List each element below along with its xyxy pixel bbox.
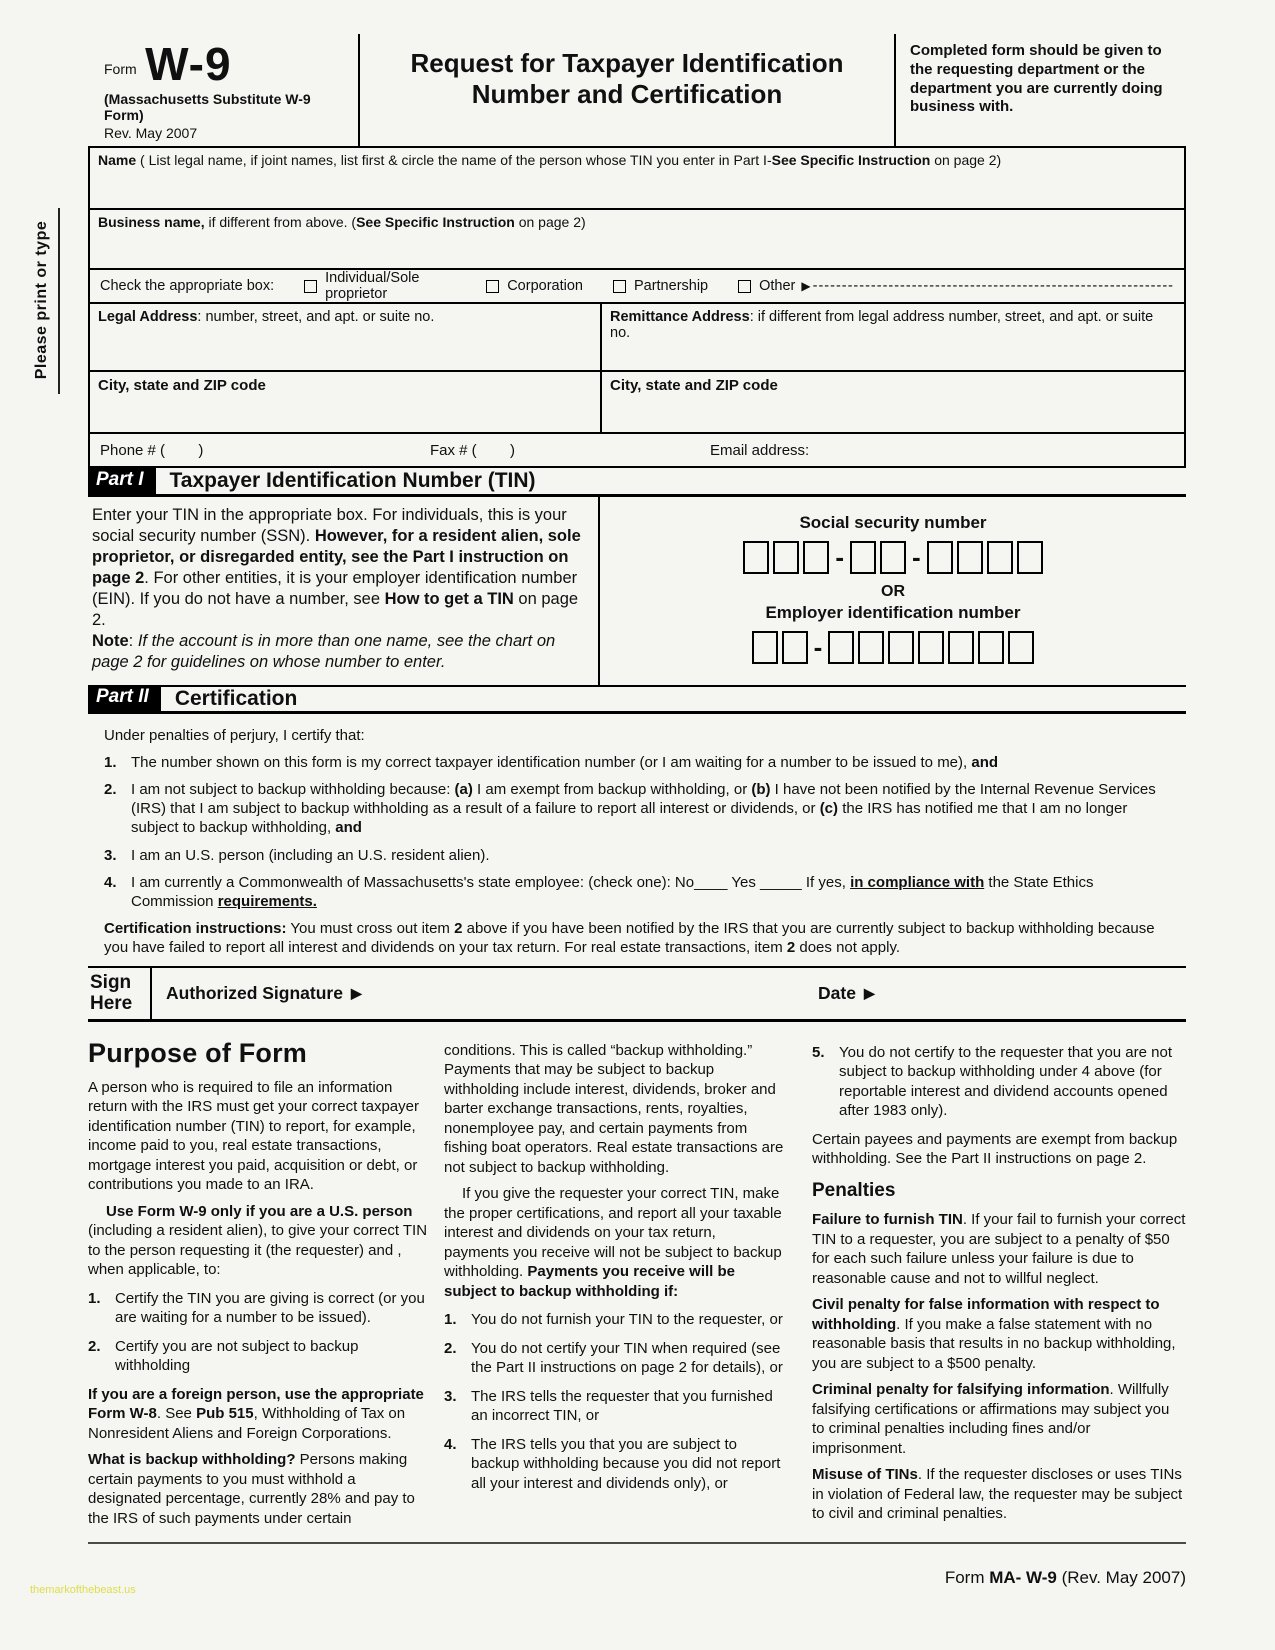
ein-digit-box[interactable] <box>858 631 884 664</box>
bottom-divider <box>88 1542 1186 1544</box>
instructions-column-3 <box>800 1034 1186 1536</box>
remittance-address-field[interactable] <box>602 304 1184 372</box>
remittance-address-label: Remittance Address: if different from legal address number, street, and apt. or suite no. <box>610 309 1154 341</box>
sign-row <box>88 966 1186 1022</box>
paragraph: Criminal penalty for falsifying information. Willfully falsifying certifications or affirmations may subject you to criminal penalties including fines and/or imprisonment. <box>812 1381 1170 1457</box>
list-item-number: 1. <box>88 1289 101 1307</box>
form-number: W-9 <box>145 38 232 90</box>
part1-note: Note: If the account is in more than one name, see the chart on page 2 for guidelines on whose number to enter. <box>92 631 556 671</box>
part1-body <box>88 497 1186 685</box>
tin-dash: - <box>835 542 844 572</box>
paragraph: If you are a foreign person, use the appropriate Form W-8. See Pub 515, Withholding of Tax on Nonresident Aliens and Foreign Corporations. <box>88 1385 424 1442</box>
authorized-signature-field[interactable] <box>152 968 818 1019</box>
checkbox-label: Individual/Sole proprietor <box>325 270 420 302</box>
paragraph: What is backup withholding? Persons making certain payments to you must withhold a designated percentage, currently 28% and pay to the IRS of such payments under certain <box>88 1451 415 1527</box>
entity-type-label: Check the appropriate box: <box>100 278 275 294</box>
ssn-digit-box[interactable] <box>773 541 799 574</box>
list-item-text: The IRS tells you that you are subject to backup withholding because you did not report all your interest and dividends only), or <box>471 1435 781 1492</box>
list-item-text: You do not certify your TIN when required (see the Part II instructions on page 2 for details), or <box>471 1339 783 1376</box>
remittance-city-state-zip-label: City, state and ZIP code <box>610 377 778 394</box>
ssn-digit-box[interactable] <box>743 541 769 574</box>
entity-option-other <box>738 278 1174 294</box>
section-heading: Purpose of Form <box>88 1037 308 1068</box>
tin-dash: - <box>912 542 921 572</box>
list-item <box>104 846 1168 865</box>
name-field-label: Name ( List legal name, if joint names, list first & circle the name of the person whose TIN you enter in Part I-See Specific Instruction on page 2) <box>98 152 1002 168</box>
list-item-number: 4. <box>444 1435 457 1453</box>
list-item-number: 2. <box>444 1339 457 1357</box>
remittance-city-state-zip-field[interactable] <box>602 372 1184 434</box>
instructions-section <box>88 1022 1186 1536</box>
date-arrow-icon: ▶ <box>863 984 875 1001</box>
certification-intro: Under penalties of perjury, I certify that: <box>104 726 365 744</box>
form-subtitle: (Massachusetts Substitute W-9 Form) <box>104 91 311 124</box>
checkbox-label: Partnership <box>633 278 709 294</box>
form-header <box>88 34 1186 146</box>
other-fill-line[interactable]: -------------------------------------------------------------- <box>812 278 1174 294</box>
list-item-text: You do not certify to the requester that you are not subject to backup withholding under 4 above (for reportable interest and dividend accounts opened after 1983 only). <box>839 1043 1172 1119</box>
list-item <box>104 780 1168 838</box>
legal-address-field[interactable] <box>90 304 602 372</box>
list-item-text: Certify the TIN you are giving is correct (or you are waiting for a number to be issued). <box>115 1289 425 1327</box>
here-word: Here <box>90 993 133 1015</box>
fax-field[interactable]: Fax # ( ) <box>430 441 516 459</box>
ssn-digit-box[interactable] <box>957 541 983 574</box>
ein-digit-box[interactable] <box>948 631 974 664</box>
paragraph: Certain payees and payments are exempt from backup withholding. See the Part II instructions on page 2. <box>812 1130 1178 1167</box>
ein-digit-box[interactable] <box>1008 631 1034 664</box>
legal-address-label: Legal Address: number, street, and apt. or suite no. <box>98 309 435 325</box>
list-item <box>444 1310 784 1330</box>
part2-header <box>88 685 1186 714</box>
list-item <box>444 1387 784 1426</box>
list-item-text: I am not subject to backup withholding because: (a) I am exempt from backup withholding, or (b) I have not been notified by the Internal Revenue Services (IRS) that I am subject to backup withholding as a result of a failure to report all interest or dividends, or (c) the IRS has notified me that I am no longer subject to backup withholding, and <box>131 781 1156 837</box>
form-revision: Rev. May 2007 <box>104 125 198 142</box>
ssn-label: Social security number <box>799 513 987 532</box>
ssn-digit-box[interactable] <box>1017 541 1043 574</box>
entity-option-partnership <box>613 278 708 294</box>
list-item-text: The IRS tells the requester that you furnished an incorrect TIN, or <box>471 1387 773 1424</box>
numbered-list <box>812 1043 1186 1121</box>
section-heading: Penalties <box>812 1179 896 1201</box>
paragraph: conditions. This is called “backup withholding.” Payments that may be subject to backup withholding include interest, dividends, broker and barter exchange transactions, rents, royalties, nonemployee pay, and certain payments from fishing boat operators. Real estate transactions are not subject to backup withholding. <box>444 1041 784 1176</box>
list-item <box>812 1043 1186 1121</box>
ein-digit-box[interactable] <box>978 631 1004 664</box>
certification-instructions: Certification instructions: You must cross out item 2 above if you have been notified by the IRS that you are currently subject to backup withholding because you have failed to report all interest and dividends on your tax return. For real estate transactions, item 2 does not apply. <box>104 920 1155 957</box>
list-item-number: 5. <box>812 1043 825 1061</box>
legal-city-state-zip-label: City, state and ZIP code <box>98 377 266 394</box>
list-item-text: The number shown on this form is my correct taxpayer identification number (or I am waiting for a number to be issued to me), and <box>131 753 999 771</box>
paragraph: Use Form W-9 only if you are a U.S. person (including a resident alien), to give your correct TIN to the person requesting it (the requester) and , when applicable, to: <box>88 1202 428 1279</box>
footer-form-reference: Form MA- W-9 (Rev. May 2007) <box>944 1568 1186 1587</box>
list-item-number: 1. <box>444 1311 457 1328</box>
tin-dash: - <box>813 632 823 662</box>
arrow-icon: ▶ <box>801 279 811 293</box>
checkbox[interactable] <box>304 280 317 293</box>
ssn-digit-box[interactable] <box>987 541 1013 574</box>
entity-type-row <box>90 270 1184 304</box>
list-item-number: 2. <box>88 1337 101 1355</box>
ein-label: Employer identification number <box>765 603 1021 622</box>
entity-option-corporation <box>486 278 583 294</box>
checkbox-label: Other <box>759 278 796 294</box>
ssn-boxes <box>600 541 1186 574</box>
part1-title: Taxpayer Identification Number (TIN) <box>169 469 536 492</box>
list-item <box>444 1435 784 1494</box>
list-item <box>88 1289 428 1328</box>
instructions-column-1 <box>88 1034 428 1536</box>
ein-boxes <box>600 631 1186 664</box>
sign-here-label <box>88 968 152 1019</box>
paragraph: Civil penalty for false information with respect to withholding. If you make a false statement with no reasonable basis that results in no backup withholding, you are subject to a $500 penalty. <box>812 1296 1176 1372</box>
part1-badge: Part I <box>88 468 156 495</box>
instructions-column-2 <box>444 1034 784 1536</box>
list-item <box>104 753 1168 772</box>
form-word: Form <box>104 61 137 77</box>
entity-type-options <box>304 270 1174 302</box>
part1-instructions-paragraph: Enter your TIN in the appropriate box. For individuals, this is your social security number (SSN). However, for a resident alien, sole proprietor, or disregarded entity, see the Part I instruction on page 2. For other entities, it is your employer identification number (EIN). If you do not have a number, see How to get a TIN on page 2. <box>92 506 581 629</box>
ssn-digit-box[interactable] <box>850 541 876 574</box>
date-label: Date <box>818 982 856 1003</box>
ssn-digit-box[interactable] <box>803 541 829 574</box>
list-item-number: 4. <box>104 873 117 891</box>
date-field[interactable] <box>818 968 1186 1019</box>
list-item-text: I am an U.S. person (including an U.S. resident alien). <box>131 846 490 864</box>
checkbox[interactable] <box>738 280 751 293</box>
ein-digit-box[interactable] <box>888 631 914 664</box>
ein-digit-box[interactable] <box>782 631 808 664</box>
paragraph: A person who is required to file an information return with the IRS must get your correct taxpayer identification number (TIN) to report, for example, income paid to you, real estate transactions, mortgage interest you paid, acquisition or debt, or contributions you made to an IRA. <box>88 1078 419 1194</box>
header-note: Completed form should be given to the requesting department or the department you are currently doing business with. <box>910 42 1163 116</box>
numbered-list <box>88 1289 428 1376</box>
signature-arrow-icon: ▶ <box>350 984 362 1001</box>
list-item-number: 3. <box>104 846 117 864</box>
address-grid <box>90 304 1184 434</box>
entity-option-individual-sole-proprietor <box>304 270 456 302</box>
checkbox[interactable] <box>486 280 499 293</box>
list-item-text: I am currently a Commonwealth of Massachusetts's state employee: (check one): No____ Yes _____ If yes, in compliance with the State Ethics Commission requirements. <box>131 873 1094 910</box>
ssn-digit-box[interactable] <box>927 541 953 574</box>
paragraph: Failure to furnish TIN. If your fail to furnish your correct TIN to a requester, you are subject to a penalty of $50 for each such failure unless your failure is due to reasonable cause and not to willful neglect. <box>812 1211 1186 1287</box>
list-item <box>104 873 1168 911</box>
certification-items <box>104 753 1168 911</box>
sign-word: Sign <box>90 971 132 993</box>
please-print-or-type-label: Please print or type <box>33 220 50 380</box>
ein-digit-box[interactable] <box>828 631 854 664</box>
list-item-number: 1. <box>104 753 117 771</box>
checkbox-label: Corporation <box>507 278 583 294</box>
part2-title: Certification <box>174 686 298 710</box>
list-item <box>88 1337 428 1376</box>
part1-header <box>88 468 1186 497</box>
phone-field[interactable]: Phone # ( ) <box>100 441 204 459</box>
part2-body <box>88 714 1186 966</box>
ein-digit-box[interactable] <box>918 631 944 664</box>
paragraph: If you give the requester your correct TIN, make the proper certifications, and report all your taxable interest and dividends on your tax return, payments you receive will not be subject to backup withholding. Payments you receive will be subject to backup withholding if: <box>444 1185 782 1300</box>
name-field[interactable] <box>90 148 1184 210</box>
part1-instructions <box>88 497 600 685</box>
numbered-list <box>444 1310 784 1493</box>
authorized-signature-label: Authorized Signature <box>166 982 343 1003</box>
business-name-field[interactable] <box>90 210 1184 270</box>
list-item-text: Certify you are not subject to backup withholding <box>115 1337 359 1375</box>
contact-row <box>90 434 1184 466</box>
ein-digit-box[interactable] <box>752 631 778 664</box>
identity-table <box>88 146 1186 468</box>
business-name-field-label: Business name, if different from above. (See Specific Instruction on page 2) <box>98 214 586 230</box>
side-rule <box>58 208 60 394</box>
or-label: OR <box>881 583 905 600</box>
checkbox[interactable] <box>613 280 626 293</box>
list-item-number: 3. <box>444 1387 457 1405</box>
form-id-block <box>88 34 360 146</box>
list-item-number: 2. <box>104 781 117 798</box>
tin-panel <box>600 497 1186 685</box>
legal-city-state-zip-field[interactable] <box>90 372 602 434</box>
form-title: Request for Taxpayer Identification Number and Certification <box>360 34 896 146</box>
watermark-text: themarkofthebeast.us <box>30 1584 136 1596</box>
email-field[interactable]: Email address: <box>710 441 810 459</box>
part2-badge: Part II <box>88 685 161 712</box>
list-item <box>444 1339 784 1378</box>
ssn-digit-box[interactable] <box>880 541 906 574</box>
w9-form <box>88 34 1186 1587</box>
paragraph: Misuse of TINs. If the requester discloses or uses TINs in violation of Federal law, the requester may be subject to civil and criminal penalties. <box>812 1466 1183 1523</box>
list-item-text: You do not furnish your TIN to the requester, or <box>471 1311 783 1328</box>
